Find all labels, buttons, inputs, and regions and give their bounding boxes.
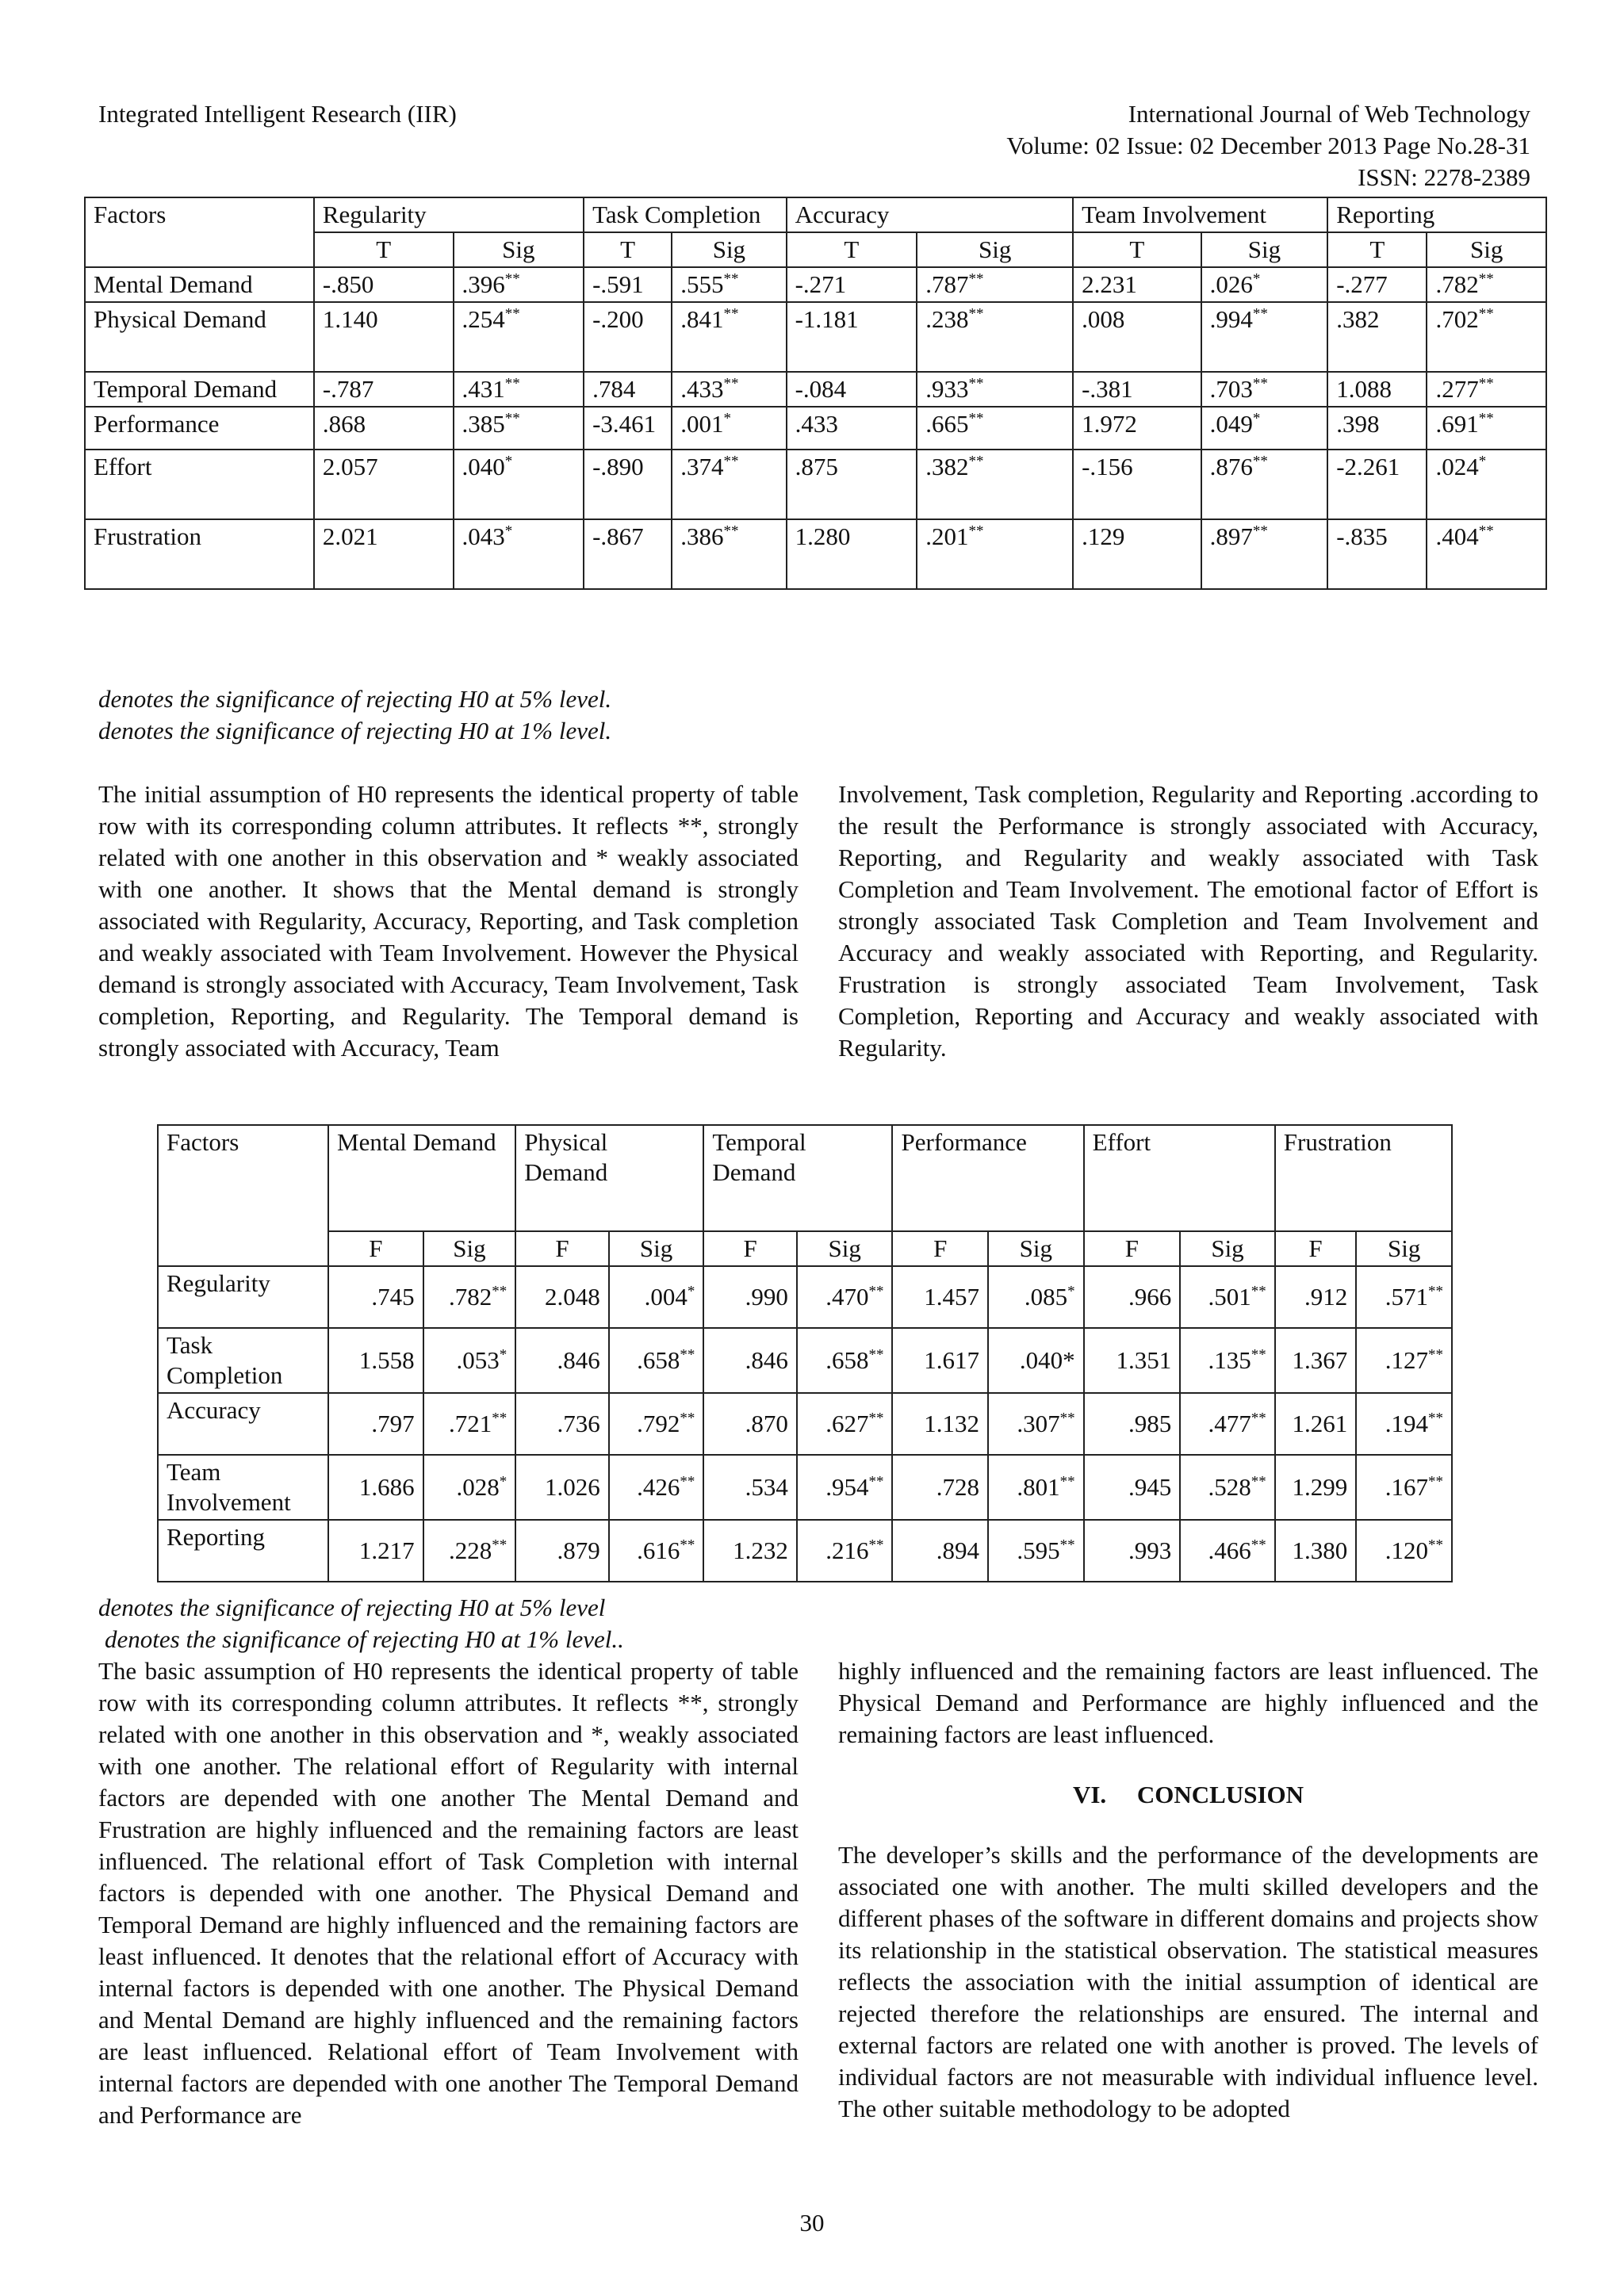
significance-mark: **	[968, 270, 984, 288]
sig-value: .876**	[1201, 450, 1328, 519]
t-value: 2.057	[314, 450, 454, 519]
significance-mark: **	[504, 270, 520, 288]
table2-group-temporal-demand: Temporal Demand	[703, 1125, 892, 1231]
significance-mark: *	[1478, 453, 1487, 470]
t-value: -.271	[787, 267, 917, 302]
significance-mark: **	[1478, 305, 1494, 323]
sig-value: .049*	[1201, 407, 1328, 450]
t-value: -1.181	[787, 302, 917, 372]
table2-group-header	[158, 1125, 1452, 1231]
sig-value: .167**	[1356, 1455, 1452, 1520]
sig-value: .120**	[1356, 1520, 1452, 1582]
subheader-sig: Sig	[609, 1231, 704, 1266]
f-value: .736	[515, 1393, 609, 1455]
t-value: .875	[787, 450, 917, 519]
significance-mark: **	[1478, 522, 1494, 540]
significance-mark: **	[1252, 305, 1268, 323]
significance-mark: **	[504, 410, 520, 427]
f-value: .534	[703, 1455, 797, 1520]
table-row	[158, 1455, 1452, 1520]
t-value: -.850	[314, 267, 454, 302]
significance-mark: **	[1251, 1283, 1266, 1300]
significance-mark: **	[1059, 1410, 1075, 1427]
sig-value: .616**	[609, 1520, 704, 1582]
t-value: .784	[584, 372, 672, 407]
t-value: 1.088	[1327, 372, 1427, 407]
f-value: .745	[328, 1266, 423, 1328]
subheader-f: F	[703, 1231, 797, 1266]
sig-value: .431**	[454, 372, 584, 407]
sig-value: .238**	[917, 302, 1073, 372]
sig-value: .085*	[988, 1266, 1084, 1328]
subheader-t: T	[787, 232, 917, 267]
significance-mark: *	[1252, 270, 1261, 288]
table1-significance-note	[98, 683, 611, 747]
f-value: 1.686	[328, 1455, 423, 1520]
significance-mark: **	[680, 1473, 695, 1490]
f-value: 1.132	[892, 1393, 988, 1455]
sig-value: .374**	[672, 450, 786, 519]
sig-value: .404**	[1427, 519, 1546, 589]
significance-mark: **	[1428, 1283, 1443, 1300]
sig-value: .627**	[797, 1393, 893, 1455]
f-value: .728	[892, 1455, 988, 1520]
significance-mark: *	[499, 1473, 508, 1490]
significance-mark: *	[504, 522, 513, 540]
f-value: .846	[515, 1328, 609, 1393]
subheader-f: F	[1275, 1231, 1357, 1266]
sig-value: .477**	[1180, 1393, 1275, 1455]
f-value: 1.457	[892, 1266, 988, 1328]
sig-value: .382**	[917, 450, 1073, 519]
journal-title: International Journal of Web Technology	[1128, 100, 1530, 128]
significance-mark: **	[1478, 375, 1494, 392]
sig-value: .933**	[917, 372, 1073, 407]
subheader-sig: Sig	[423, 1231, 516, 1266]
t-value: -.867	[584, 519, 672, 589]
sig-value: .703**	[1201, 372, 1328, 407]
sig-value: .433**	[672, 372, 786, 407]
row-factor-label: Frustration	[85, 519, 314, 589]
table-row	[158, 1520, 1452, 1582]
significance-mark: **	[1428, 1536, 1443, 1554]
paragraph-1-left	[98, 779, 799, 1064]
subheader-f: F	[515, 1231, 609, 1266]
sig-value: .307**	[988, 1393, 1084, 1455]
sig-value: .897**	[1201, 519, 1328, 589]
t-value: -2.261	[1327, 450, 1427, 519]
paragraph-text: The initial assumption of H0 represents the identical property of table row with its corresponding column attributes. It reflects **, strongly related with one another in this observation and * weakly associated with one another. It shows that the Mental demand is strongly associated with Regularity, Accuracy, Reporting, and Task completion and weakly associated with Team Involvement. However the Physical demand is strongly associated with Accuracy, Team Involvement, Task completion, Reporting, and Regularity. The Temporal demand is strongly associated with Accuracy, Team	[98, 780, 799, 1062]
t-value: -.381	[1073, 372, 1201, 407]
significance-mark: **	[968, 522, 984, 540]
sig-value: .216**	[797, 1520, 893, 1582]
sig-value: .466**	[1180, 1520, 1275, 1582]
sig-value: .254**	[454, 302, 584, 372]
significance-mark: **	[680, 1536, 695, 1554]
sig-value: .792**	[609, 1393, 704, 1455]
subheader-sig: Sig	[1180, 1231, 1275, 1266]
t-value: 1.972	[1073, 407, 1201, 450]
t-value: .868	[314, 407, 454, 450]
paragraph-1-right	[838, 779, 1538, 1064]
sig-value: .702**	[1427, 302, 1546, 372]
table1-group-accuracy: Accuracy	[787, 197, 1074, 232]
f-value: .797	[328, 1393, 423, 1455]
table-row	[85, 302, 1546, 372]
table2-group-effort: Effort	[1084, 1125, 1275, 1231]
paragraph-text: Involvement, Task completion, Regularity and Reporting .according to the result the Performance is strongly associated with Accuracy, Reporting, and Regularity and weakly associated with Task Completion and Team Involvement. The emotional factor of Effort is strongly associated Task Completion and Team Involvement and Accuracy and weakly associated with Reporting, and Regularity. Frustration is strongly associated Team Involvement, Task Completion, Reporting and Accuracy and weakly associated with Regularity.	[838, 780, 1538, 1062]
sig-value: .528**	[1180, 1455, 1275, 1520]
table2-significance-note	[98, 1592, 624, 1655]
sig-value: .595**	[988, 1520, 1084, 1582]
sig-value: .127**	[1356, 1328, 1452, 1393]
significance-mark: **	[1428, 1346, 1443, 1364]
significance-mark: **	[868, 1283, 884, 1300]
row-factor-label: Temporal Demand	[85, 372, 314, 407]
t-value: 1.280	[787, 519, 917, 589]
subheader-t: T	[1073, 232, 1201, 267]
sig-value: .040*	[988, 1328, 1084, 1393]
table-row	[85, 267, 1546, 302]
f-value: .870	[703, 1393, 797, 1455]
sig-value: .841**	[672, 302, 786, 372]
sig-value: .043*	[454, 519, 584, 589]
paragraph-text: highly influenced and the remaining factors are least influenced. The Physical Demand and Performance are highly influenced and the remaining factors are least influenced.	[838, 1657, 1538, 1748]
significance-mark: **	[504, 375, 520, 392]
significance-mark: *	[723, 410, 731, 427]
sig-value: .470**	[797, 1266, 893, 1328]
significance-mark: **	[868, 1473, 884, 1490]
significance-mark: **	[492, 1283, 508, 1300]
sig-value: .053*	[423, 1328, 516, 1393]
subheader-sig: Sig	[672, 232, 786, 267]
note-1pct: denotes the significance of rejecting H0 at 1% level.	[98, 717, 612, 744]
subheader-f: F	[1084, 1231, 1181, 1266]
sig-value: .001*	[672, 407, 786, 450]
row-factor-label: Effort	[85, 450, 314, 519]
subheader-t: T	[314, 232, 454, 267]
conclusion-text: The developer’s skills and the performance of the developments are associated one with another. The multi skilled developers and the different phases of the software in different domains and projects show its relationship in the statistical observation. The statistical measures reflects the association with the initial assumption of identical are rejected therefore the relationships are ensured. The internal and external factors are related one with another is proved. The levels of individual factors are not measurable with individual influence level. The other suitable methodology to be adopted	[838, 1841, 1538, 2122]
t-test-table	[84, 197, 1547, 590]
significance-mark: **	[1059, 1536, 1075, 1554]
issn: ISSN: 2278-2389	[1358, 163, 1530, 191]
table-row	[85, 450, 1546, 519]
t-value: .008	[1073, 302, 1201, 372]
f-value: .912	[1275, 1266, 1357, 1328]
t-value: -.591	[584, 267, 672, 302]
row-factor-label: Accuracy	[158, 1393, 328, 1455]
f-value: 2.048	[515, 1266, 609, 1328]
significance-mark: **	[968, 410, 984, 427]
sig-value: .386**	[672, 519, 786, 589]
sig-value: .194**	[1356, 1393, 1452, 1455]
f-value: 1.232	[703, 1520, 797, 1582]
sig-value: .024*	[1427, 450, 1546, 519]
significance-mark: **	[868, 1410, 884, 1427]
significance-mark: **	[1252, 522, 1268, 540]
sig-value: .782**	[423, 1266, 516, 1328]
table2-group-frustration: Frustration	[1275, 1125, 1452, 1231]
header-right	[1006, 98, 1530, 193]
f-value: 1.367	[1275, 1328, 1357, 1393]
significance-mark: **	[968, 453, 984, 470]
sig-value: .135**	[1180, 1328, 1275, 1393]
sig-value: .555**	[672, 267, 786, 302]
subheader-sig: Sig	[1201, 232, 1328, 267]
t-value: .129	[1073, 519, 1201, 589]
t-value: -.084	[787, 372, 917, 407]
significance-mark: **	[723, 305, 739, 323]
subheader-f: F	[892, 1231, 988, 1266]
row-factor-label: Team Involvement	[158, 1455, 328, 1520]
significance-mark: **	[1251, 1410, 1266, 1427]
significance-mark: **	[1251, 1346, 1266, 1364]
table-row	[158, 1328, 1452, 1393]
table-row	[85, 407, 1546, 450]
f-value: 1.217	[328, 1520, 423, 1582]
subheader-f: F	[328, 1231, 423, 1266]
table-row	[158, 1393, 1452, 1455]
significance-mark: **	[1428, 1410, 1443, 1427]
table2-subheader-row	[158, 1231, 1452, 1266]
f-value: .894	[892, 1520, 988, 1582]
significance-mark: **	[680, 1346, 695, 1364]
t-value: -.200	[584, 302, 672, 372]
significance-mark: **	[1251, 1473, 1266, 1490]
row-factor-label: Reporting	[158, 1520, 328, 1582]
sig-value: .658**	[609, 1328, 704, 1393]
table1-group-reporting: Reporting	[1327, 197, 1546, 232]
t-value: -3.461	[584, 407, 672, 450]
table-row	[85, 519, 1546, 589]
f-value: 1.558	[328, 1328, 423, 1393]
significance-mark: **	[1478, 270, 1494, 288]
row-factor-label: Task Completion	[158, 1328, 328, 1393]
sig-value: .426**	[609, 1455, 704, 1520]
table2-group-mental-demand: Mental Demand	[328, 1125, 515, 1231]
sig-value: .040*	[454, 450, 584, 519]
f-value: .990	[703, 1266, 797, 1328]
f-value: .985	[1084, 1393, 1181, 1455]
table2-group-performance: Performance	[892, 1125, 1083, 1231]
subheader-sig: Sig	[1356, 1231, 1452, 1266]
significance-mark: *	[687, 1283, 695, 1300]
sig-value: .028*	[423, 1455, 516, 1520]
f-value: 1.299	[1275, 1455, 1357, 1520]
paragraph-2-left	[98, 1655, 799, 2131]
header-left: Integrated Intelligent Research (IIR)	[98, 100, 457, 128]
significance-mark: **	[1059, 1473, 1075, 1490]
sig-value: .385**	[454, 407, 584, 450]
t-value: 1.140	[314, 302, 454, 372]
f-value: 1.351	[1084, 1328, 1181, 1393]
t-value: -.277	[1327, 267, 1427, 302]
table2-group-physical-demand: Physical Demand	[515, 1125, 703, 1231]
t-value: 2.231	[1073, 267, 1201, 302]
sig-value: .994**	[1201, 302, 1328, 372]
table1-factors-label: Factors	[85, 197, 314, 267]
row-factor-label: Physical Demand	[85, 302, 314, 372]
t-value: -.787	[314, 372, 454, 407]
subheader-sig: Sig	[797, 1231, 893, 1266]
subheader-t: T	[1327, 232, 1427, 267]
paragraph-text: The basic assumption of H0 represents the identical property of table row with its corresponding column attributes. It reflects **, strongly related with one another in this observation and *, weakly associated with one another. The relational effort of Regularity with internal factors are depended with one another The Mental Demand and Frustration are highly influenced and the remaining factors are least influenced. The relational effort of Task Completion with internal factors is depended with one another. The Physical Demand and Temporal Demand are highly influenced and the remaining factors are least influenced. It denotes that the relational effort of Accuracy with internal factors is depended with one another. The Physical Demand and Mental Demand are highly influenced and the remaining factors are least influenced. Relational effort of Team Involvement with internal factors are depended with one another The Temporal Demand and Performance are	[98, 1657, 799, 2129]
sig-value: .571**	[1356, 1266, 1452, 1328]
significance-mark: *	[1067, 1283, 1075, 1300]
f-value: .945	[1084, 1455, 1181, 1520]
volume-info: Volume: 02 Issue: 02 December 2013 Page No.28-31	[1006, 132, 1530, 159]
significance-mark: *	[1252, 410, 1261, 427]
sig-value: .787**	[917, 267, 1073, 302]
table2-factors-label: Factors	[158, 1125, 328, 1266]
f-test-table	[157, 1124, 1453, 1582]
significance-mark: **	[968, 375, 984, 392]
f-value: .966	[1084, 1266, 1181, 1328]
table-row	[158, 1266, 1452, 1328]
page-number: 30	[799, 2209, 825, 2237]
t-value: .433	[787, 407, 917, 450]
significance-mark: **	[1251, 1536, 1266, 1554]
t-value: .398	[1327, 407, 1427, 450]
significance-mark: **	[1252, 453, 1268, 470]
f-value: .993	[1084, 1520, 1181, 1582]
table1-group-team-involvement: Team Involvement	[1073, 197, 1327, 232]
sig-value: .691**	[1427, 407, 1546, 450]
f-value: 1.380	[1275, 1520, 1357, 1582]
significance-mark: **	[723, 270, 739, 288]
significance-mark: **	[723, 375, 739, 392]
significance-mark: **	[680, 1410, 695, 1427]
t-value: -.890	[584, 450, 672, 519]
sig-value: .201**	[917, 519, 1073, 589]
significance-mark: **	[1252, 375, 1268, 392]
t-value: .382	[1327, 302, 1427, 372]
significance-mark: **	[492, 1410, 508, 1427]
significance-mark: **	[492, 1536, 508, 1554]
t-value: -.835	[1327, 519, 1427, 589]
sig-value: .228**	[423, 1520, 516, 1582]
significance-mark: *	[499, 1346, 508, 1364]
row-factor-label: Performance	[85, 407, 314, 450]
sig-value: .658**	[797, 1328, 893, 1393]
table1-group-regularity: Regularity	[314, 197, 584, 232]
subheader-sig: Sig	[988, 1231, 1084, 1266]
sig-value: .801**	[988, 1455, 1084, 1520]
significance-mark: **	[1478, 410, 1494, 427]
significance-mark: **	[868, 1346, 884, 1364]
significance-mark: **	[723, 453, 739, 470]
conclusion-heading: VI. CONCLUSION	[1072, 1781, 1304, 1808]
note-5pct: denotes the significance of rejecting H0 at 5% level.	[98, 685, 612, 713]
sig-value: .665**	[917, 407, 1073, 450]
t-value: -.156	[1073, 450, 1201, 519]
significance-mark: **	[723, 522, 739, 540]
f-value: 1.617	[892, 1328, 988, 1393]
f-value: 1.261	[1275, 1393, 1357, 1455]
significance-mark: **	[504, 305, 520, 323]
significance-mark: *	[504, 453, 513, 470]
table-row	[85, 372, 1546, 407]
subheader-t: T	[584, 232, 672, 267]
sig-value: .721**	[423, 1393, 516, 1455]
sig-value: .277**	[1427, 372, 1546, 407]
t-value: 2.021	[314, 519, 454, 589]
sig-value: .501**	[1180, 1266, 1275, 1328]
note-1pct: denotes the significance of rejecting H0 at 1% level..	[105, 1625, 624, 1653]
sig-value: .396**	[454, 267, 584, 302]
paragraph-2-right	[838, 1655, 1538, 2125]
table1-group-header	[85, 197, 1546, 232]
sig-value: .026*	[1201, 267, 1328, 302]
significance-mark: **	[968, 305, 984, 323]
table1-group-task-completion: Task Completion	[584, 197, 786, 232]
subheader-sig: Sig	[454, 232, 584, 267]
subheader-sig: Sig	[917, 232, 1073, 267]
sig-value: .954**	[797, 1455, 893, 1520]
row-factor-label: Regularity	[158, 1266, 328, 1328]
significance-mark: **	[868, 1536, 884, 1554]
significance-mark: **	[1428, 1473, 1443, 1490]
f-value: .879	[515, 1520, 609, 1582]
subheader-sig: Sig	[1427, 232, 1546, 267]
note-5pct: denotes the significance of rejecting H0 at 5% level	[98, 1594, 606, 1621]
row-factor-label: Mental Demand	[85, 267, 314, 302]
sig-value: .782**	[1427, 267, 1546, 302]
f-value: 1.026	[515, 1455, 609, 1520]
f-value: .846	[703, 1328, 797, 1393]
sig-value: .004*	[609, 1266, 704, 1328]
